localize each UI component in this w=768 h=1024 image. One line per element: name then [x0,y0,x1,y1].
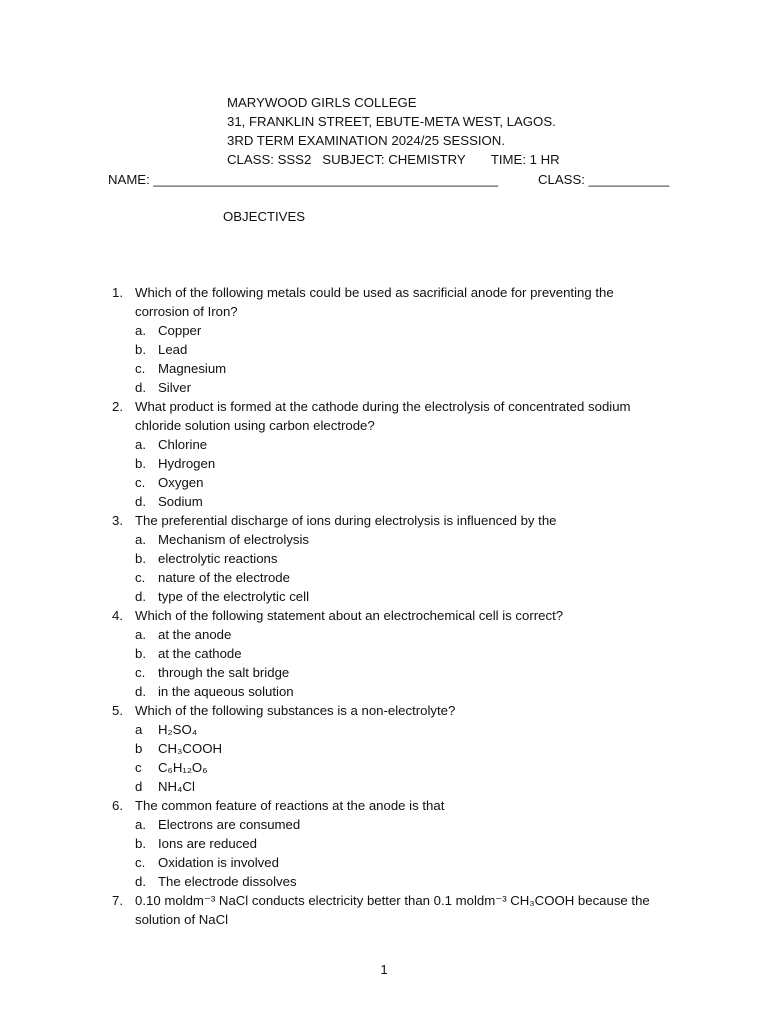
answer-option [135,454,668,473]
class-field: CLASS: ___________ [538,172,670,187]
question-item [108,511,668,606]
answer-option [135,435,668,454]
question-text: Which of the following statement about an electrochemical cell is correct? [135,608,564,623]
option-letter: a. [135,817,146,832]
answer-option [135,777,668,796]
option-letter: a. [135,532,146,547]
option-text: at the anode [158,627,232,642]
question-number: 1. [112,285,123,300]
option-text: Chlorine [158,437,208,452]
answer-option [135,492,668,511]
school-address: 31, FRANKLIN STREET, EBUTE-META WEST, LAGOS. [227,114,556,129]
option-text: H₂SO₄ [158,722,198,737]
question-number: 6. [112,798,123,813]
option-letter: d. [135,494,146,509]
option-letter: b. [135,646,146,661]
option-letter: a. [135,627,146,642]
answer-option [135,549,668,568]
exam-info-line: CLASS: SSS2 SUBJECT: CHEMISTRY TIME: 1 HR [227,152,560,167]
answer-option [135,625,668,644]
answer-option [135,663,668,682]
question-item [108,606,668,701]
option-letter: c. [135,570,146,585]
option-letter: b [135,741,143,756]
answer-option [135,739,668,758]
option-text: C₆H₁₂O₆ [158,760,208,775]
option-text: Oxidation is involved [158,855,279,870]
answer-option [135,473,668,492]
answer-option [135,568,668,587]
answer-option [135,720,668,739]
option-letter: c. [135,855,146,870]
option-letter: c. [135,665,146,680]
school-name: MARYWOOD GIRLS COLLEGE [227,95,417,110]
answer-option [135,530,668,549]
answer-option [135,644,668,663]
option-text: Oxygen [158,475,204,490]
option-letter: d. [135,684,146,699]
option-text: Hydrogen [158,456,216,471]
option-text: Mechanism of electrolysis [158,532,309,547]
section-title: OBJECTIVES [223,209,306,224]
option-text: Silver [158,380,191,395]
question-number: 4. [112,608,123,623]
option-text: NH₄Cl [158,779,195,794]
option-text: Sodium [158,494,203,509]
question-number: 3. [112,513,123,528]
answer-option [135,340,668,359]
answer-option [135,587,668,606]
question-list [108,283,668,929]
question-item [108,796,668,891]
option-text: electrolytic reactions [158,551,278,566]
option-letter: a. [135,437,146,452]
question-number: 7. [112,893,123,908]
option-letter: b. [135,456,146,471]
option-text: at the cathode [158,646,242,661]
option-text: Copper [158,323,202,338]
question-number: 5. [112,703,123,718]
answer-option [135,872,668,891]
name-field: NAME: _______________________________________________ [108,172,499,187]
question-text: 0.10 moldm⁻³ NaCl conducts electricity better than 0.1 moldm⁻³ CH₃COOH because the solution of NaCl [135,893,650,927]
option-letter: d [135,779,143,794]
option-letter: c. [135,475,146,490]
option-letter: a [135,722,143,737]
question-text: The preferential discharge of ions during electrolysis is influenced by the [135,513,557,528]
answer-option [135,758,668,777]
answer-option [135,834,668,853]
exam-header [227,93,560,169]
student-fields-row [108,170,668,189]
answer-option [135,321,668,340]
option-text: in the aqueous solution [158,684,294,699]
answer-option [135,378,668,397]
option-text: type of the electrolytic cell [158,589,309,604]
question-text: Which of the following metals could be used as sacrificial anode for preventing the corrosion of Iron? [135,285,614,319]
option-text: Electrons are consumed [158,817,301,832]
option-letter: a. [135,323,146,338]
option-letter: d. [135,589,146,604]
option-text: through the salt bridge [158,665,290,680]
question-number: 2. [112,399,123,414]
exam-title: 3RD TERM EXAMINATION 2024/25 SESSION. [227,133,505,148]
option-letter: b. [135,836,146,851]
question-text: Which of the following substances is a non-electrolyte? [135,703,456,718]
answer-option [135,359,668,378]
option-letter: b. [135,551,146,566]
question-item [108,701,668,796]
option-letter: b. [135,342,146,357]
option-text: CH₃COOH [158,741,222,756]
question-item [108,397,668,511]
answer-option [135,682,668,701]
option-text: Ions are reduced [158,836,257,851]
question-text: The common feature of reactions at the anode is that [135,798,445,813]
question-item [108,891,668,929]
option-letter: d. [135,380,146,395]
option-text: nature of the electrode [158,570,290,585]
page-number: 1 [380,962,388,977]
answer-option [135,853,668,872]
question-text: What product is formed at the cathode during the electrolysis of concentrated sodium chloride solution using carbon electrode? [135,399,631,433]
option-text: The electrode dissolves [158,874,297,889]
option-letter: c. [135,361,146,376]
answer-option [135,815,668,834]
option-letter: d. [135,874,146,889]
option-text: Magnesium [158,361,227,376]
option-text: Lead [158,342,188,357]
question-item [108,283,668,397]
option-letter: c [135,760,142,775]
